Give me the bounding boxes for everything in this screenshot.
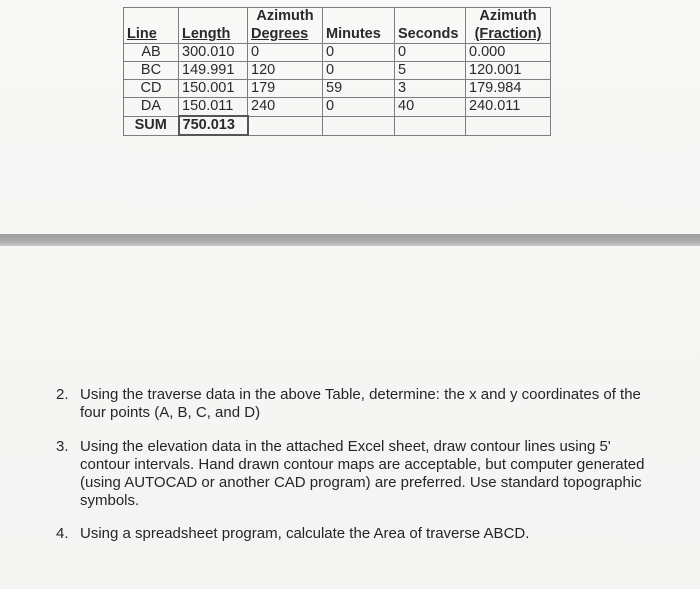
question-text: Using the elevation data in the attached Excel sheet, draw contour lines using 5' contour intervals. Hand drawn contour maps are acceptable, but computer generated (using AUTOCAD or another CAD program) are preferred. Use standard topographic symbols. xyxy=(80,438,645,509)
line-cell: CD xyxy=(124,80,179,98)
question-text: Using the traverse data in the above Table, determine: the x and y coordinates of the four points (A, B, C, and D) xyxy=(80,386,641,421)
degrees-column-header: Degrees xyxy=(248,26,323,44)
empty-cell xyxy=(248,116,323,135)
degrees-cell: 179 xyxy=(248,80,323,98)
degrees-cell: 120 xyxy=(248,62,323,80)
seconds-cell: 3 xyxy=(395,80,466,98)
table-row xyxy=(124,44,551,62)
fraction-cell: 0.000 xyxy=(466,44,551,62)
question-text: Using a spreadsheet program, calculate the Area of traverse ABCD. xyxy=(80,525,530,542)
minutes-cell: 0 xyxy=(323,98,395,117)
sum-value: 750.013 xyxy=(179,116,248,135)
length-column-header: Length xyxy=(179,26,248,44)
minutes-cell: 0 xyxy=(323,62,395,80)
line-cell: BC xyxy=(124,62,179,80)
degrees-cell: 0 xyxy=(248,44,323,62)
fraction-cell: 179.984 xyxy=(466,80,551,98)
line-column-header: Line xyxy=(124,26,179,44)
degrees-cell: 240 xyxy=(248,98,323,117)
header-cell xyxy=(395,8,466,26)
table-sum-row xyxy=(124,116,551,135)
question-number: 4. xyxy=(56,525,69,542)
question-list xyxy=(46,386,646,543)
seconds-cell: 40 xyxy=(395,98,466,117)
traverse-data-table xyxy=(123,7,551,136)
question-item xyxy=(46,525,646,543)
azimuth-fraction-header: Azimuth xyxy=(466,8,551,26)
empty-cell xyxy=(395,116,466,135)
table-row xyxy=(124,98,551,117)
empty-cell xyxy=(466,116,551,135)
question-item xyxy=(46,386,646,422)
seconds-cell: 5 xyxy=(395,62,466,80)
length-cell: 150.001 xyxy=(179,80,248,98)
sum-label: SUM xyxy=(124,116,179,135)
fraction-cell: 240.011 xyxy=(466,98,551,117)
azimuth-header: Azimuth xyxy=(248,8,323,26)
length-cell: 150.011 xyxy=(179,98,248,117)
table-header-row-2 xyxy=(124,26,551,44)
fraction-cell: 120.001 xyxy=(466,62,551,80)
line-cell: DA xyxy=(124,98,179,117)
question-number: 3. xyxy=(56,438,69,455)
table-header-row-1 xyxy=(124,8,551,26)
minutes-cell: 59 xyxy=(323,80,395,98)
length-cell: 300.010 xyxy=(179,44,248,62)
fraction-column-header: (Fraction) xyxy=(466,26,551,44)
question-item xyxy=(46,438,646,510)
empty-cell xyxy=(323,116,395,135)
header-cell xyxy=(124,8,179,26)
length-cell: 149.991 xyxy=(179,62,248,80)
header-cell xyxy=(179,8,248,26)
seconds-column-header: Seconds xyxy=(395,26,466,44)
seconds-cell: 0 xyxy=(395,44,466,62)
minutes-column-header: Minutes xyxy=(323,26,395,44)
table-row xyxy=(124,80,551,98)
line-cell: AB xyxy=(124,44,179,62)
page-divider xyxy=(0,234,700,246)
table-row xyxy=(124,62,551,80)
question-number: 2. xyxy=(56,386,69,403)
header-cell xyxy=(323,8,395,26)
minutes-cell: 0 xyxy=(323,44,395,62)
